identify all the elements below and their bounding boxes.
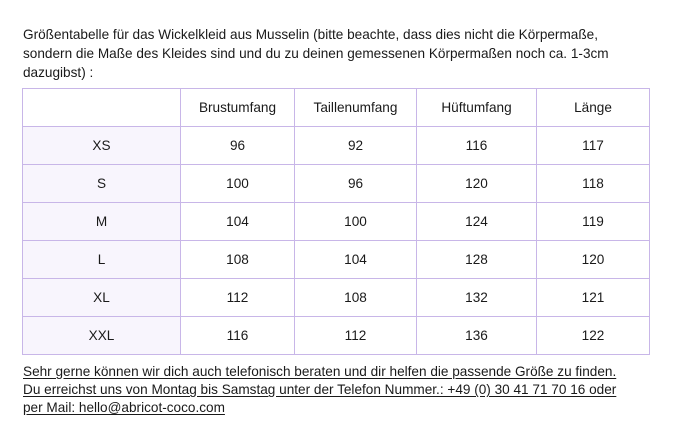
header-cell-taillenumfang: Taillenumfang — [295, 89, 417, 127]
table-cell: 119 — [537, 203, 650, 241]
table-cell: 122 — [537, 317, 650, 355]
intro-line-1: Größentabelle für das Wickelkleid aus Musselin (bitte beachte, dass dies nicht die Körpermaße, — [23, 27, 598, 42]
table-row — [23, 241, 650, 279]
table-cell: 96 — [295, 165, 417, 203]
size-label: XL — [23, 279, 181, 317]
header-cell-brustumfang: Brustumfang — [181, 89, 295, 127]
table-row — [23, 127, 650, 165]
table-cell: 108 — [295, 279, 417, 317]
footer-line-2[interactable]: Du erreichst uns von Montag bis Samstag unter der Telefon Nummer.: +49 (0) 30 41 71 70 16 oder — [23, 382, 617, 397]
table-row — [23, 317, 650, 355]
table-row — [23, 165, 650, 203]
size-label: XS — [23, 127, 181, 165]
table-cell: 120 — [537, 241, 650, 279]
table-cell: 116 — [417, 127, 537, 165]
size-label: XXL — [23, 317, 181, 355]
footer-line-1[interactable]: Sehr gerne können wir dich auch telefonisch beraten und dir helfen die passende Größe zu finden. — [23, 364, 617, 379]
table-row — [23, 279, 650, 317]
table-cell: 96 — [181, 127, 295, 165]
table-cell: 112 — [181, 279, 295, 317]
header-cell-laenge: Länge — [537, 89, 650, 127]
table-row — [23, 203, 650, 241]
intro-text — [23, 25, 673, 82]
table-cell: 128 — [417, 241, 537, 279]
contact-footer[interactable] — [23, 363, 683, 417]
table-cell: 100 — [295, 203, 417, 241]
intro-line-3: dazugibst) : — [23, 65, 94, 80]
table-cell: 120 — [417, 165, 537, 203]
table-cell: 116 — [181, 317, 295, 355]
size-label: L — [23, 241, 181, 279]
table-header-row — [23, 89, 650, 127]
table-cell: 121 — [537, 279, 650, 317]
footer-line-3[interactable]: per Mail: hello@abricot-coco.com — [23, 400, 225, 415]
table-cell: 104 — [295, 241, 417, 279]
header-cell-corner — [23, 89, 181, 127]
table-cell: 117 — [537, 127, 650, 165]
size-chart-table — [22, 88, 650, 355]
table-cell: 108 — [181, 241, 295, 279]
table-cell: 92 — [295, 127, 417, 165]
table-cell: 132 — [417, 279, 537, 317]
table-cell: 104 — [181, 203, 295, 241]
table-cell: 118 — [537, 165, 650, 203]
table-cell: 100 — [181, 165, 295, 203]
intro-line-2: sondern die Maße des Kleides sind und du zu deinen gemessenen Körpermaßen noch ca. 1-3cm — [23, 46, 609, 61]
table-cell: 124 — [417, 203, 537, 241]
size-label: M — [23, 203, 181, 241]
size-label: S — [23, 165, 181, 203]
header-cell-hueftumfang: Hüftumfang — [417, 89, 537, 127]
table-cell: 112 — [295, 317, 417, 355]
table-cell: 136 — [417, 317, 537, 355]
